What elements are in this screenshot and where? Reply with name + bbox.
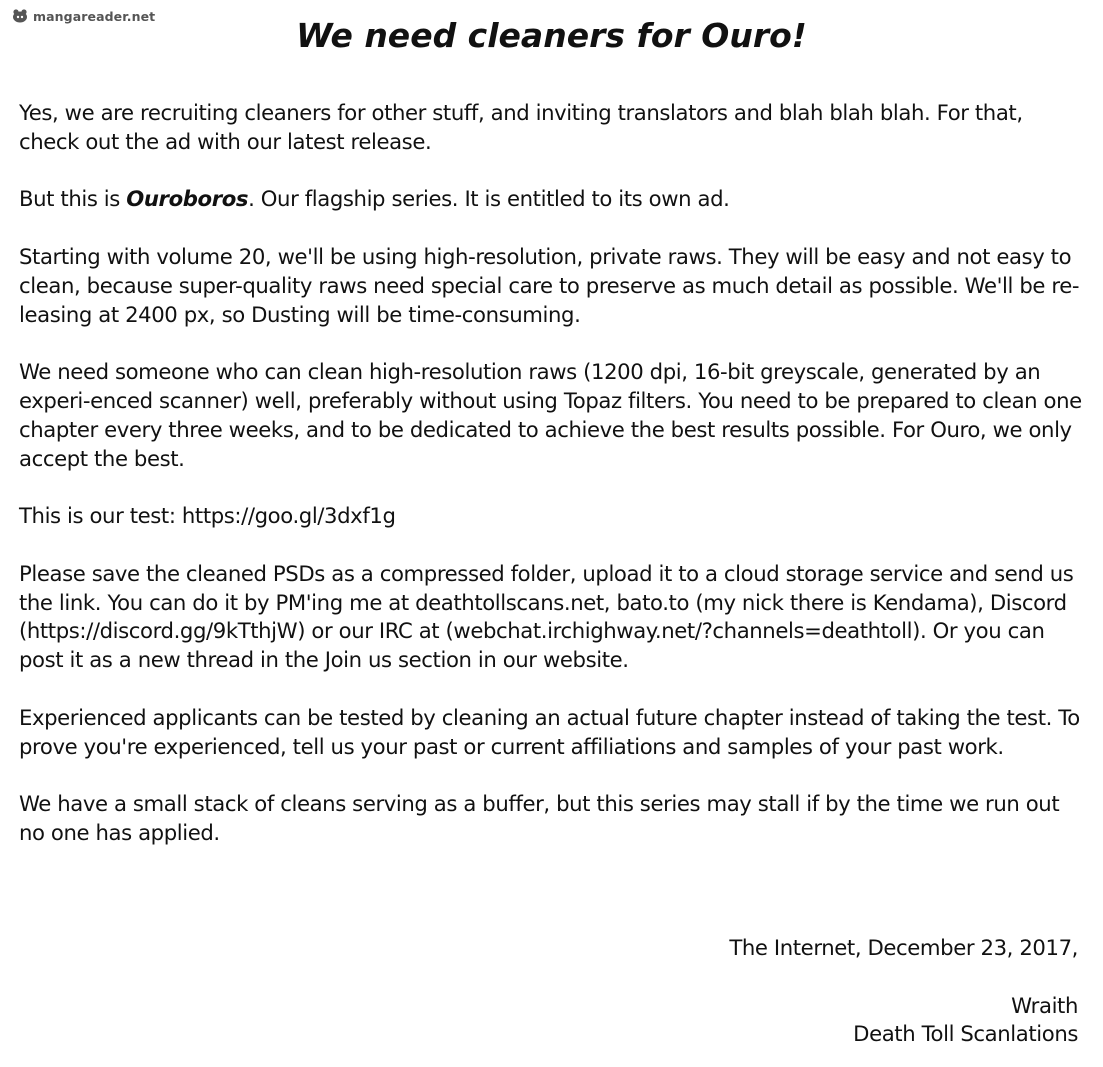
- signoff-name: Wraith: [1011, 992, 1078, 1018]
- watermark-text: mangareader.net: [33, 8, 156, 24]
- signoff-group: Death Toll Scanlations: [853, 1021, 1078, 1047]
- page-title: We need cleaners for Ouro!: [296, 16, 807, 55]
- signoff-date: The Internet, December 23, 2017,: [729, 935, 1078, 960]
- paragraph-test-link: This is our test: https://goo.gl/3dxf1g: [19, 503, 396, 529]
- paragraph-flagship-lead: But this is: [19, 186, 127, 212]
- paragraph-buffer: We have a small stack of cleans serving as a buffer, but this series may stall if by the time we run out no one has applied.: [19, 791, 1060, 845]
- series-name: Ouroboros: [126, 186, 249, 212]
- paragraph-recruiting: Yes, we are recruiting cleaners for other stuff, and inviting translators and blah blah blah. For that, check out the ad with our latest release.: [19, 100, 1023, 154]
- signoff: [729, 934, 1078, 1049]
- paragraph-flagship-tail: . Our flagship series. It is entitled to its own ad.: [248, 186, 730, 212]
- announcement-body: [19, 99, 1083, 877]
- paragraph-experienced: Experienced applicants can be tested by cleaning an actual future chapter instead of taking the test. To prove you're experienced, tell us your past or current affiliations and samples of your past work.: [19, 704, 1080, 759]
- paragraph-requirements: We need someone who can clean high-resolution raws (1200 dpi, 16-bit greyscale, generated by an experi-enced scanner) well, preferably without using Topaz filters. You need to be prepared to clean one chapter every three weeks, and to be dedicated to achieve the best results possible. For Ouro, we only accept the best.: [19, 359, 1082, 471]
- paragraph-flagship: [19, 185, 1083, 214]
- paragraph-raws: Starting with volume 20, we'll be using high-resolution, private raws. They will be easy and not easy to clean, because super-quality raws need special care to preserve as much detail as possible. We'll be re-leasing at 2400 px, so Dusting will be time-consuming.: [19, 243, 1080, 327]
- paragraph-submission: Please save the cleaned PSDs as a compressed folder, upload it to a cloud storage service and send us the link. You can do it by PM'ing me at deathtollscans.net, bato.to (my nick there is Kendama), Discord (https://discord.gg/9kTthjW) or our IRC at (webchat.irchighway.net/?channels=deathtoll). Or you can post it as a new thread in the Join us section in our website.: [19, 560, 1074, 673]
